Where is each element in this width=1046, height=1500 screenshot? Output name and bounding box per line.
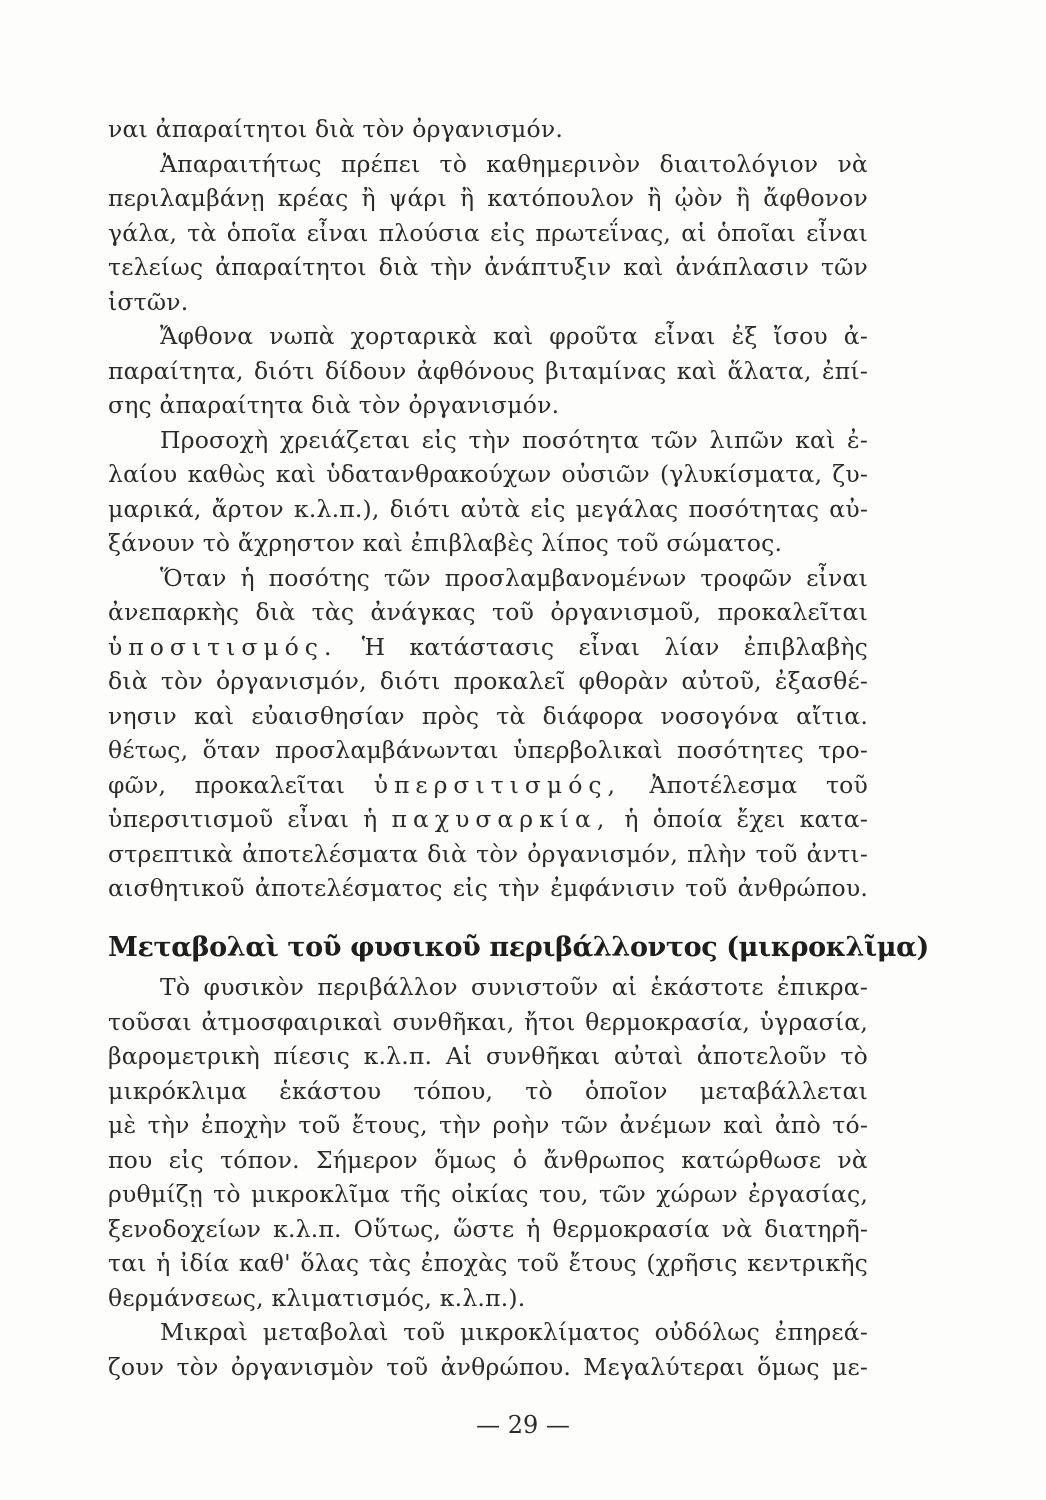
text-line <box>108 802 868 837</box>
text-line: λαίου καθὼς καὶ ὑδατανθρακούχων οὐσιῶν (γλυκίσματα, ζυ- <box>108 460 868 488</box>
text-line: τοῦσαι ἀτμοσφαιρικαὶ συνθῆκαι, ἤτοι θερμοκρασία, ὑγρασία, <box>108 1007 868 1036</box>
text-fragment: φῶν, προκαλεῖται <box>108 770 346 799</box>
body-text-section-1 <box>108 112 868 906</box>
text-line: ζουν τὸν ὀργανισμὸν τοῦ ἀνθρώπου. Μεγαλύτεραι ὅμως με- <box>108 1352 868 1381</box>
text-line: αισθητικοῦ ἀποτελέσματος εἰς τὴν ἐμφάνισιν τοῦ ἀνθρώπου. <box>108 874 868 902</box>
text-fragment: Ἡ κατάστασις εἶναι λίαν ἐπιβλαβὴς <box>361 632 868 661</box>
text-line <box>108 768 868 803</box>
body-text-section-2 <box>108 970 868 1384</box>
text-line: διὰ τὸν ὀργανισμόν, διότι προκαλεῖ φθορὰν αὐτοῦ, ἐξασθέ- <box>108 667 868 695</box>
text-line: περιλαμβάνῃ κρέας ἢ ψάρι ἢ κατόπουλον ἢ ᾠὸν ἢ ἄφθονον <box>108 184 868 212</box>
text-line: μικρόκλιμα ἑκάστου τόπου, τὸ ὁποῖον μεταβάλλεται <box>108 1076 868 1105</box>
page-number: — 29 — <box>476 1411 570 1439</box>
text-line: Μικραὶ μεταβολαὶ τοῦ μικροκλίματος οὐδόλως ἐπηρεά- <box>160 1318 868 1346</box>
text-line: Ὅταν ἡ ποσότης τῶν προσλαμβανομένων τροφῶν εἶναι <box>160 563 868 592</box>
text-line: που εἰς τόπον. Σήμερον ὅμως ὁ ἄνθρωπος κατώρθωσε νὰ <box>108 1145 868 1174</box>
text-line: ξενοδοχείων κ.λ.π. Οὕτως, ὥστε ἡ θερμοκρασία νὰ διατηρῆ- <box>108 1214 868 1243</box>
text-line: ξάνουν τὸ ἄχρηστον καὶ ἐπιβλαβὲς λίπος τοῦ σώματος. <box>108 529 783 557</box>
text-line: στρεπτικὰ ἀποτελέσματα διὰ τὸν ὀργανισμόν, πλὴν τοῦ ἀντι- <box>108 839 868 868</box>
text-line: παραίτητα, διότι δίδουν ἀφθόνους βιταμίνας καὶ ἅλατα, ἐπί- <box>108 356 868 385</box>
text-line: γάλα, τὰ ὁποῖα εἶναι πλούσια εἰς πρωτεΐνας, αἱ ὁποῖαι εἶναι <box>108 218 868 247</box>
text-line: θερμάνσεως, κλιματισμός, κ.λ.π.). <box>108 1283 526 1312</box>
text-line: μὲ τὴν ἐποχὴν τοῦ ἔτους, τὴν ροὴν τῶν ἀνέμων καὶ ἀπὸ τό- <box>108 1111 868 1139</box>
text-line: Προσοχὴ χρειάζεται εἰς τὴν ποσότητα τῶν λιπῶν καὶ ἐ- <box>160 425 868 454</box>
text-line: μαρικά, ἄρτον κ.λ.π.), διότι αὐτὰ εἰς μεγάλας ποσότητας αὐ- <box>108 494 868 523</box>
text-line: τελείως ἀπαραίτητοι διὰ τὴν ἀνάπτυξιν καὶ ἀνάπλασιν τῶν <box>108 253 868 281</box>
text-fragment: ὑπερσιτισμοῦ εἶναι ἡ <box>108 805 378 833</box>
text-line: θέτως, ὅταν προσλαμβάνωνται ὑπερβολικαὶ ποσότητες τρο- <box>108 736 868 764</box>
text-line: ρυθμίζῃ τὸ μικροκλῖμα τῆς οἰκίας του, τῶν χώρων ἐργασίας, <box>108 1180 868 1208</box>
emphasized-term: ὑπερσιτισμός, <box>373 770 621 799</box>
emphasized-term: παχυσαρκία, <box>391 805 611 833</box>
text-line: ἱστῶν. <box>108 287 189 316</box>
text-line: Τὸ φυσικὸν περιβάλλον συνιστοῦν αἱ ἑκάστοτε ἐπικρα- <box>160 973 868 1001</box>
text-line: ἀνεπαρκὴς διὰ τὰς ἀνάγκας τοῦ ὀργανισμοῦ, προκαλεῖται <box>108 598 868 626</box>
text-fragment: ἡ ὁποία ἔχει κατα- <box>624 805 868 833</box>
text-line: σης ἀπαραίτητα διὰ τὸν ὀργανισμόν. <box>108 391 560 419</box>
text-line: νησιν καὶ εὐαισθησίαν πρὸς τὰ διάφορα νοσογόνα αἴτια. <box>108 701 868 730</box>
text-line: βαρομετρικὴ πίεσις κ.λ.π. Αἱ συνθῆκαι αὐταὶ ἀποτελοῦν τὸ <box>108 1042 868 1070</box>
emphasized-term: ὑποσιτισμός. <box>108 632 338 661</box>
text-line <box>108 630 868 665</box>
text-line: ναι ἀπαραίτητοι διὰ τὸν ὀργανισμόν. <box>108 115 564 143</box>
text-line: Ἀπαραιτήτως πρέπει τὸ καθημερινὸν διαιτολόγιον νὰ <box>160 149 868 178</box>
text-line: ται ἡ ἰδία καθ' ὅλας τὰς ἐποχὰς τοῦ ἔτους (χρῆσις κεντρικῆς <box>108 1249 868 1277</box>
section-heading: Μεταβολαὶ τοῦ φυσικοῦ περιβάλλοντος (μικροκλῖμα) <box>108 932 929 963</box>
text-line: Ἄφθονα νωπὰ χορταρικὰ καὶ φροῦτα εἶναι ἐξ ἴσου ἀ- <box>160 322 868 350</box>
text-fragment: Ἀποτέλεσμα τοῦ <box>649 770 868 799</box>
